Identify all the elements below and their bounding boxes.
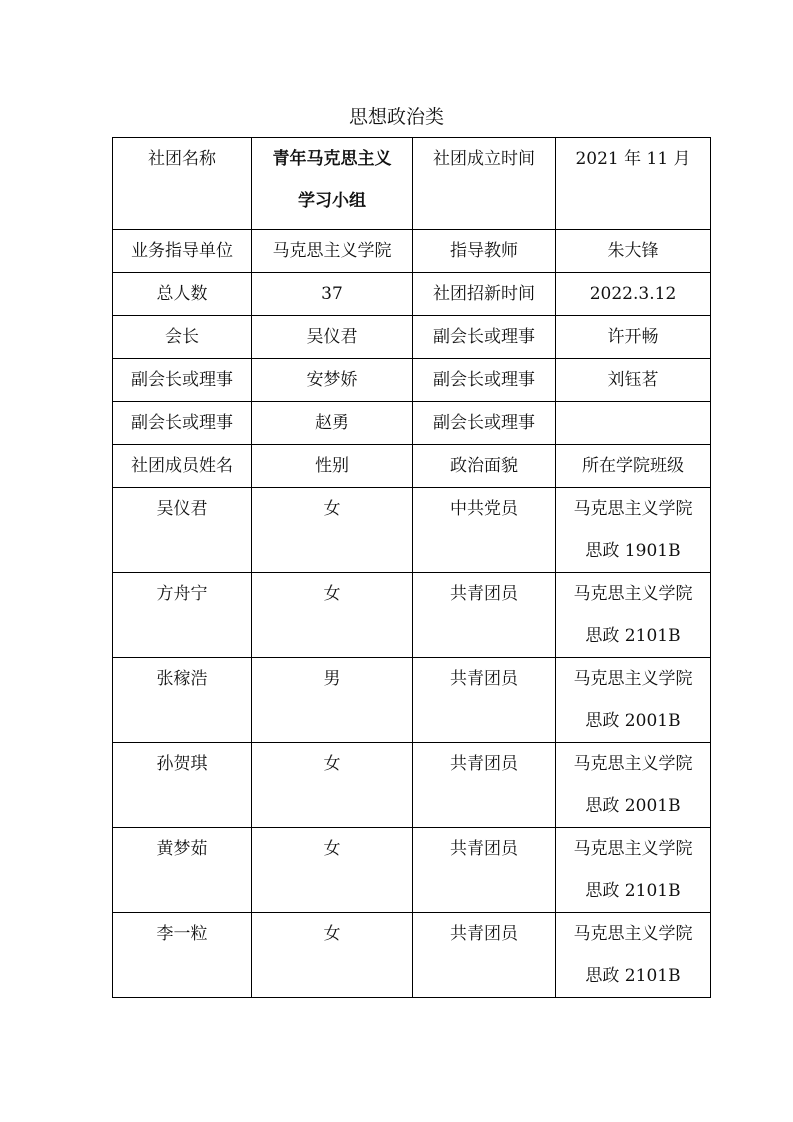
total-label: 总人数 bbox=[113, 273, 252, 316]
table-row bbox=[113, 230, 711, 273]
vp-label: 副会长或理事 bbox=[113, 359, 252, 402]
member-political: 共青团员 bbox=[413, 573, 556, 658]
member-name: 吴仪君 bbox=[113, 488, 252, 573]
member-college-class bbox=[556, 488, 711, 573]
member-college: 马克思主义学院 bbox=[573, 499, 693, 519]
founded-value: 2021 年 11 月 bbox=[556, 138, 711, 230]
teacher-value: 朱大锋 bbox=[556, 230, 711, 273]
table-row bbox=[113, 743, 711, 828]
club-info-table bbox=[112, 137, 711, 998]
vp-label: 副会长或理事 bbox=[413, 316, 556, 359]
table-row bbox=[113, 273, 711, 316]
member-college-class bbox=[556, 743, 711, 828]
member-college: 马克思主义学院 bbox=[573, 924, 693, 944]
vp-label: 副会长或理事 bbox=[413, 359, 556, 402]
header-college-class: 所在学院班级 bbox=[556, 445, 711, 488]
member-college: 马克思主义学院 bbox=[573, 584, 693, 604]
vp-label: 副会长或理事 bbox=[113, 402, 252, 445]
member-gender: 女 bbox=[252, 488, 413, 573]
document-title: 思想政治类 bbox=[348, 106, 444, 128]
vp-value: 赵勇 bbox=[252, 402, 413, 445]
club-name-label: 社团名称 bbox=[113, 138, 252, 230]
member-political: 共青团员 bbox=[413, 828, 556, 913]
member-name: 方舟宁 bbox=[113, 573, 252, 658]
member-gender: 女 bbox=[252, 573, 413, 658]
vp-label: 副会长或理事 bbox=[413, 402, 556, 445]
header-name: 社团成员姓名 bbox=[113, 445, 252, 488]
total-value: 37 bbox=[252, 273, 413, 316]
members-header-row bbox=[113, 445, 711, 488]
member-name: 张稼浩 bbox=[113, 658, 252, 743]
recruit-value: 2022.3.12 bbox=[556, 273, 711, 316]
member-gender: 女 bbox=[252, 913, 413, 998]
unit-value: 马克思主义学院 bbox=[252, 230, 413, 273]
member-gender: 男 bbox=[252, 658, 413, 743]
member-college-class bbox=[556, 828, 711, 913]
member-class: 思政 2101B bbox=[585, 881, 681, 901]
member-college-class bbox=[556, 573, 711, 658]
member-class: 思政 2001B bbox=[585, 711, 681, 731]
table-row bbox=[113, 573, 711, 658]
member-college-class bbox=[556, 658, 711, 743]
table-row bbox=[113, 658, 711, 743]
member-political: 共青团员 bbox=[413, 658, 556, 743]
table-row bbox=[113, 359, 711, 402]
president-label: 会长 bbox=[113, 316, 252, 359]
member-college: 马克思主义学院 bbox=[573, 669, 693, 689]
member-class: 思政 2001B bbox=[585, 796, 681, 816]
member-college: 马克思主义学院 bbox=[573, 839, 693, 859]
vp-value: 安梦娇 bbox=[252, 359, 413, 402]
table-row bbox=[113, 316, 711, 359]
member-class: 思政 2101B bbox=[585, 626, 681, 646]
member-name: 黄梦茹 bbox=[113, 828, 252, 913]
member-class: 思政 1901B bbox=[585, 541, 681, 561]
founded-label: 社团成立时间 bbox=[413, 138, 556, 230]
header-gender: 性别 bbox=[252, 445, 413, 488]
recruit-label: 社团招新时间 bbox=[413, 273, 556, 316]
header-political: 政治面貌 bbox=[413, 445, 556, 488]
member-class: 思政 2101B bbox=[585, 966, 681, 986]
member-political: 共青团员 bbox=[413, 913, 556, 998]
table-row bbox=[113, 402, 711, 445]
member-name: 孙贺琪 bbox=[113, 743, 252, 828]
member-political: 中共党员 bbox=[413, 488, 556, 573]
vp-value: 刘钰茗 bbox=[556, 359, 711, 402]
unit-label: 业务指导单位 bbox=[113, 230, 252, 273]
table-row bbox=[113, 913, 711, 998]
president-value: 吴仪君 bbox=[252, 316, 413, 359]
member-gender: 女 bbox=[252, 828, 413, 913]
vp-value: 许开畅 bbox=[556, 316, 711, 359]
member-name: 李一粒 bbox=[113, 913, 252, 998]
club-name-line-2: 学习小组 bbox=[298, 191, 366, 211]
vp-value bbox=[556, 402, 711, 445]
table-row bbox=[113, 488, 711, 573]
club-name-value bbox=[252, 138, 413, 230]
member-political: 共青团员 bbox=[413, 743, 556, 828]
member-gender: 女 bbox=[252, 743, 413, 828]
table-row bbox=[113, 138, 711, 230]
table-row bbox=[113, 828, 711, 913]
teacher-label: 指导教师 bbox=[413, 230, 556, 273]
member-college-class bbox=[556, 913, 711, 998]
club-name-line-1: 青年马克思主义 bbox=[272, 149, 392, 169]
member-college: 马克思主义学院 bbox=[573, 754, 693, 774]
